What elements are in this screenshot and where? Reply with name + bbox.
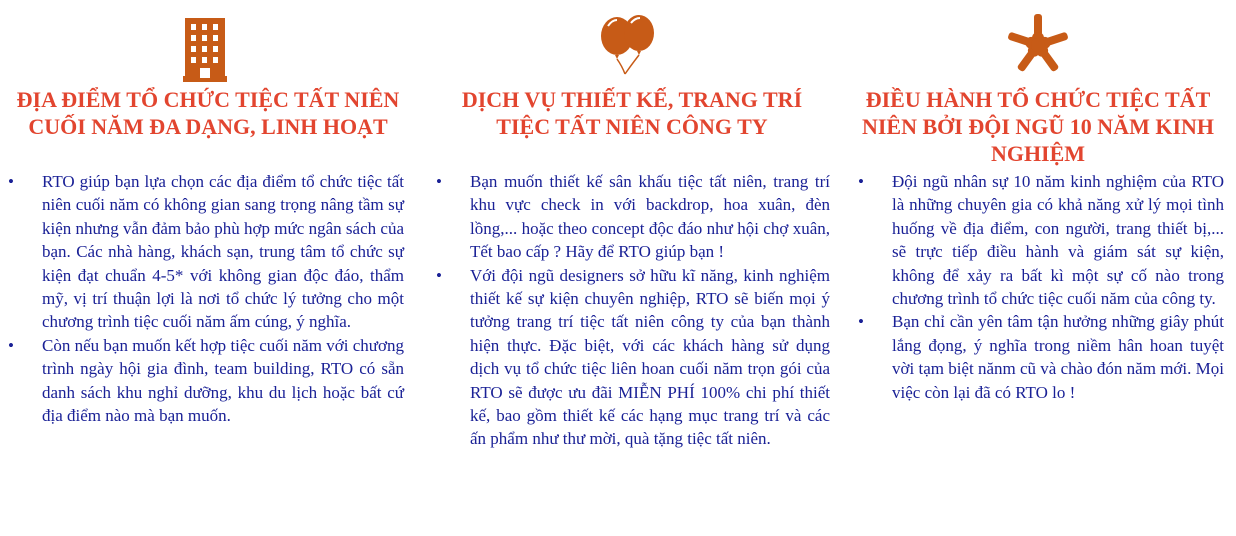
- operation-title: ĐIỀU HÀNH TỔ CHỨC TIỆC TẤT NIÊN BỞI ĐỘI NGŨ 10 NĂM KINH NGHIỆM: [861, 87, 1215, 166]
- venue-bullets: [8, 170, 404, 427]
- list-item: • Bạn muốn thiết kế sân khấu tiệc tất niên, trang trí khu vực check in với backdrop, hoa xuân, đèn lồng,... hoặc theo concept độc đáo như hội chợ xuân, Tết bao cấp ? Hãy để RTO giúp bạn !: [436, 172, 830, 262]
- design-bullets: [436, 170, 830, 451]
- list-item: • Bạn chỉ cần yên tâm tận hưởng những giây phút lắng đọng, ý nghĩa trong niềm hân hoan tuyệt vời tạm biệt nănm cũ và chào đón năm mới. Mọi việc còn lại đã có RTO lo !: [858, 312, 1224, 402]
- balloons-icon: [598, 12, 658, 76]
- list-item: • RTO giúp bạn lựa chọn các địa điểm tổ chức tiệc tất niên cuối năm có không gian sang trọng nâng tầm sự kiện nhưng vẫn đảm bảo phù hợp mức ngân sách của bạn. Các nhà hàng, khách sạn, trung tâm tổ chức sự kiện đạt chuẩn 4-5* với không gian độc đáo, thẩm mỹ, vị trí thuận lợi là nơi tổ chức lý tưởng cho một chương trình tiệc cuối năm ấm cúng, ý nghĩa.: [8, 172, 404, 332]
- operation-column: [850, 0, 1236, 536]
- operation-bullets: [858, 170, 1224, 404]
- bullet-icon: •: [436, 265, 442, 285]
- bullet-icon: •: [8, 335, 14, 355]
- bullet-icon: •: [436, 172, 442, 191]
- venue-column: [0, 0, 420, 536]
- teamwork-hands-icon: [1003, 12, 1073, 78]
- list-item: • Với đội ngũ designers sở hữu kĩ năng, kinh nghiệm thiết kế sự kiện chuyên nghiệp, RTO sẽ biến mọi ý tưởng trang trí tiệc tất niên công ty của bạn thành hiện thực. Đặc biệt, với các khách hàng sử dụng dịch vụ tổ chức tiệc liên hoan cuối năm trọn gói của RTO sẽ được ưu đãi MIỄN PHÍ 100% chi phí thiết kế, bao gồm thiết kế các hạng mục trang trí và các ấn phẩm như thư mời, quà tặng tiệc tất niên.: [436, 265, 830, 449]
- bullet-icon: •: [858, 312, 864, 332]
- building-icon: [183, 12, 227, 82]
- design-column: [428, 0, 836, 536]
- design-title: DỊCH VỤ THIẾT KẾ, TRANG TRÍ TIỆC TẤT NIÊN CÔNG TY: [461, 87, 803, 139]
- list-item: • Còn nếu bạn muốn kết hợp tiệc cuối năm với chương trình ngày hội gia đình, team building, RTO có sẵn danh sách khu nghỉ dưỡng, khu du lịch hoặc bất cứ địa điểm nào mà bạn muốn.: [8, 335, 404, 426]
- bullet-icon: •: [858, 172, 864, 191]
- bullet-icon: •: [8, 172, 14, 191]
- list-item: • Đội ngũ nhân sự 10 năm kinh nghiệm của RTO là những chuyên gia có khả năng xử lý mọi tình huống về địa điểm, con người, trang thiết bị,... sẽ trực tiếp điều hành và giám sát sự kiện, không để xảy ra bất kì một sự cố nào trong chương trình tổ chức tiệc cuối năm của công ty.: [858, 172, 1224, 309]
- venue-title: ĐỊA ĐIỂM TỔ CHỨC TIỆC TẤT NIÊN CUỐI NĂM ĐA DẠNG, LINH HOẠT: [16, 87, 400, 139]
